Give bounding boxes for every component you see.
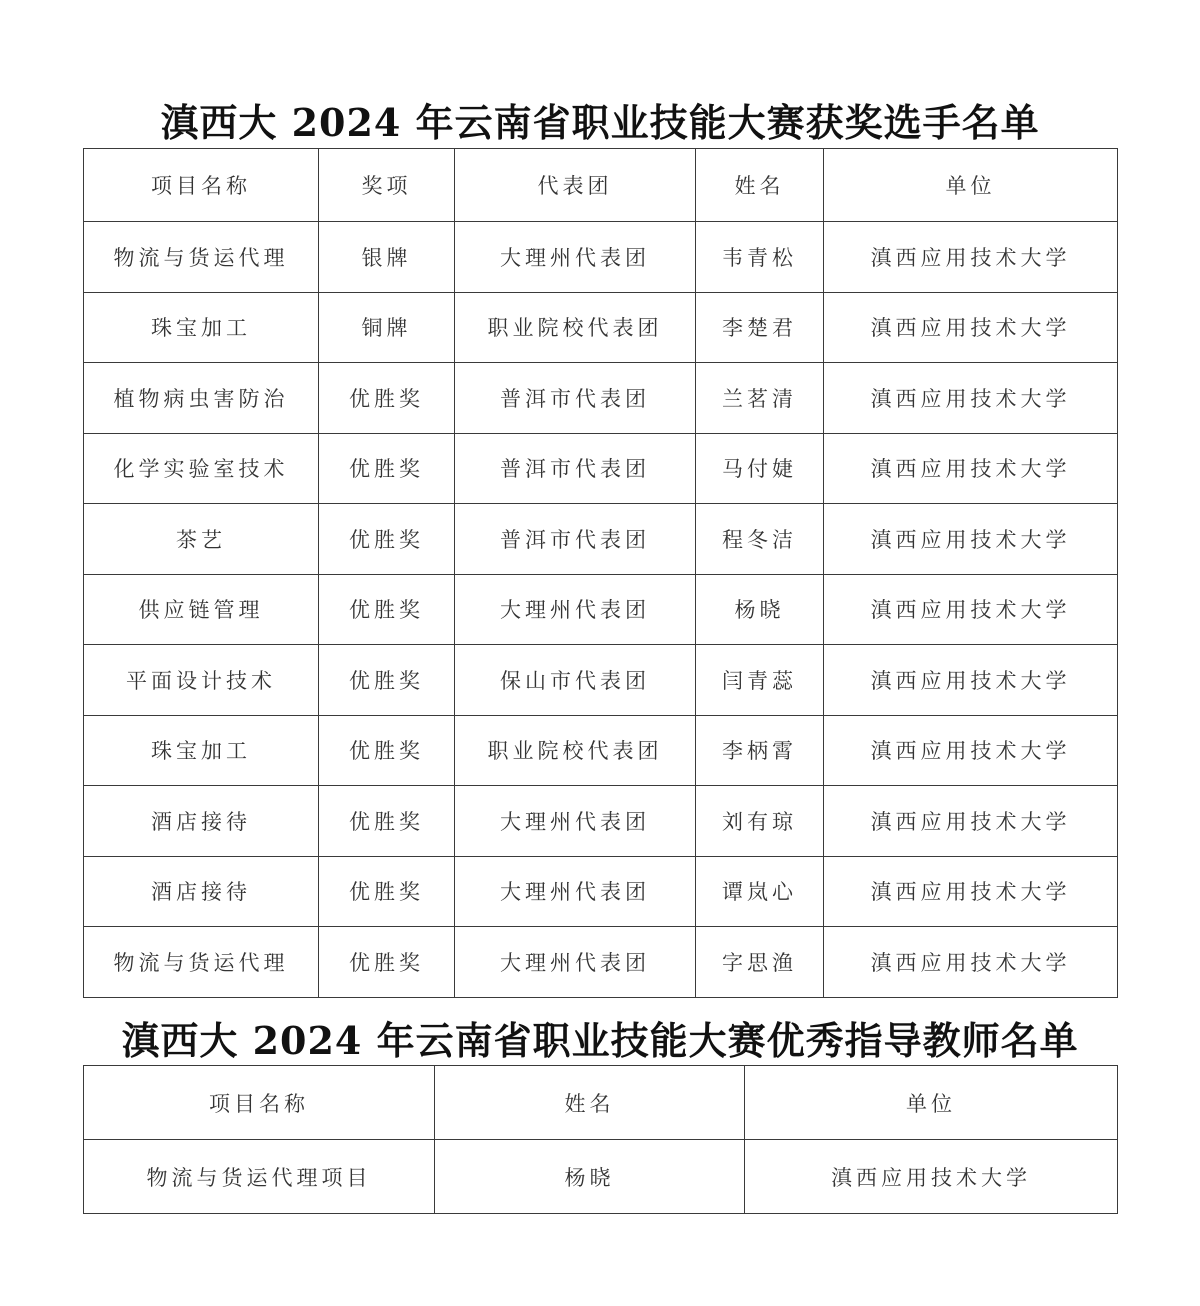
cell-name: 谭岚心	[696, 856, 824, 927]
cell-unit: 滇西应用技术大学	[824, 292, 1118, 363]
header-unit: 单位	[745, 1066, 1118, 1140]
cell-unit: 滇西应用技术大学	[824, 927, 1118, 998]
header-name: 姓名	[696, 149, 824, 222]
cell-award: 优胜奖	[319, 363, 455, 434]
cell-award: 优胜奖	[319, 715, 455, 786]
cell-delegation: 普洱市代表团	[455, 433, 696, 504]
winners-header-row	[84, 149, 1118, 222]
cell-project: 酒店接待	[84, 786, 319, 857]
cell-project: 物流与货运代理	[84, 927, 319, 998]
teachers-header-row	[84, 1066, 1118, 1140]
cell-award: 优胜奖	[319, 645, 455, 716]
table-row	[84, 856, 1118, 927]
cell-project: 茶艺	[84, 504, 319, 575]
cell-award: 银牌	[319, 222, 455, 293]
cell-unit: 滇西应用技术大学	[824, 574, 1118, 645]
cell-award: 优胜奖	[319, 927, 455, 998]
cell-award: 优胜奖	[319, 504, 455, 575]
cell-delegation: 普洱市代表团	[455, 363, 696, 434]
table-row	[84, 715, 1118, 786]
cell-unit: 滇西应用技术大学	[824, 504, 1118, 575]
cell-unit: 滇西应用技术大学	[824, 433, 1118, 504]
cell-project: 珠宝加工	[84, 715, 319, 786]
table-row	[84, 1140, 1118, 1214]
cell-award: 优胜奖	[319, 433, 455, 504]
cell-award: 优胜奖	[319, 786, 455, 857]
cell-unit: 滇西应用技术大学	[824, 856, 1118, 927]
cell-name: 韦青松	[696, 222, 824, 293]
cell-unit: 滇西应用技术大学	[824, 645, 1118, 716]
cell-name: 闫青蕊	[696, 645, 824, 716]
cell-delegation: 职业院校代表团	[455, 292, 696, 363]
cell-unit: 滇西应用技术大学	[824, 715, 1118, 786]
header-unit: 单位	[824, 149, 1118, 222]
teachers-title: 滇西大 2024 年云南省职业技能大赛优秀指导教师名单	[121, 1018, 1079, 1063]
cell-name: 程冬洁	[696, 504, 824, 575]
cell-project: 物流与货运代理项目	[84, 1140, 435, 1214]
cell-unit: 滇西应用技术大学	[824, 363, 1118, 434]
cell-award: 优胜奖	[319, 574, 455, 645]
cell-name: 刘有琼	[696, 786, 824, 857]
header-name: 姓名	[435, 1066, 745, 1140]
cell-delegation: 职业院校代表团	[455, 715, 696, 786]
header-award: 奖项	[319, 149, 455, 222]
cell-award: 优胜奖	[319, 856, 455, 927]
cell-project: 化学实验室技术	[84, 433, 319, 504]
table-row	[84, 292, 1118, 363]
cell-project: 植物病虫害防治	[84, 363, 319, 434]
table-row	[84, 504, 1118, 575]
header-delegation: 代表团	[455, 149, 696, 222]
cell-project: 供应链管理	[84, 574, 319, 645]
cell-project: 酒店接待	[84, 856, 319, 927]
table-row	[84, 433, 1118, 504]
cell-delegation: 大理州代表团	[455, 574, 696, 645]
header-project: 项目名称	[84, 1066, 435, 1140]
header-project: 项目名称	[84, 149, 319, 222]
winners-table	[83, 148, 1118, 998]
cell-unit: 滇西应用技术大学	[824, 222, 1118, 293]
cell-project: 物流与货运代理	[84, 222, 319, 293]
cell-name: 杨晓	[696, 574, 824, 645]
table-row	[84, 786, 1118, 857]
cell-delegation: 大理州代表团	[455, 222, 696, 293]
table-row	[84, 574, 1118, 645]
cell-unit: 滇西应用技术大学	[824, 786, 1118, 857]
table-row	[84, 363, 1118, 434]
table-row	[84, 927, 1118, 998]
cell-award: 铜牌	[319, 292, 455, 363]
cell-delegation: 大理州代表团	[455, 786, 696, 857]
cell-name: 李柄霄	[696, 715, 824, 786]
cell-project: 平面设计技术	[84, 645, 319, 716]
cell-delegation: 大理州代表团	[455, 856, 696, 927]
cell-name: 马付婕	[696, 433, 824, 504]
cell-project: 珠宝加工	[84, 292, 319, 363]
cell-delegation: 保山市代表团	[455, 645, 696, 716]
table-row	[84, 645, 1118, 716]
cell-name: 兰茗清	[696, 363, 824, 434]
cell-name: 杨晓	[435, 1140, 745, 1214]
table-row	[84, 222, 1118, 293]
teachers-table	[83, 1065, 1118, 1214]
cell-delegation: 普洱市代表团	[455, 504, 696, 575]
cell-name: 李楚君	[696, 292, 824, 363]
winners-title: 滇西大 2024 年云南省职业技能大赛获奖选手名单	[160, 100, 1040, 145]
cell-unit: 滇西应用技术大学	[745, 1140, 1118, 1214]
cell-delegation: 大理州代表团	[455, 927, 696, 998]
cell-name: 字思渔	[696, 927, 824, 998]
